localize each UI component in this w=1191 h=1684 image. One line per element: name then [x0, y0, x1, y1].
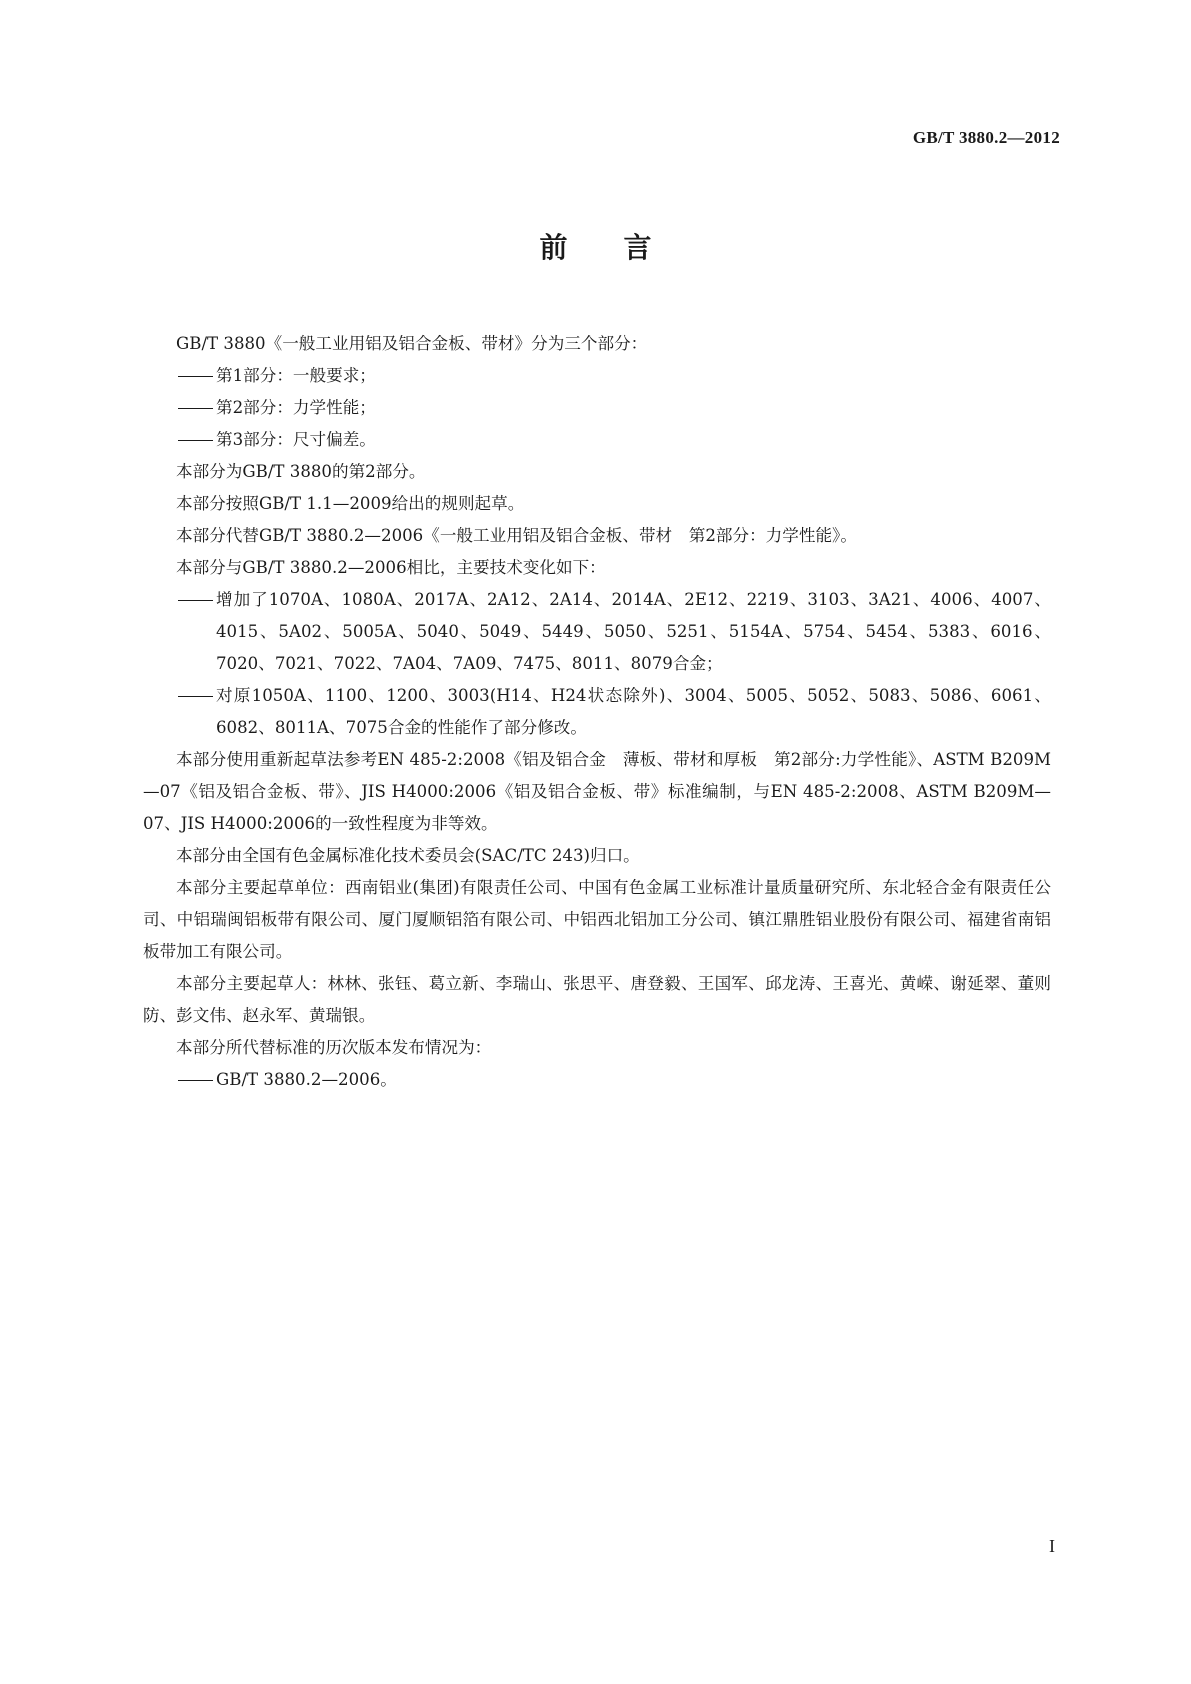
page-title — [0, 226, 1191, 266]
list-item-change-modified — [143, 680, 1051, 744]
list-item-text: 对原1050A、1100、1200、3003(H14、H24状态除外)、3004、5005、5052、5083、5086、6061、6082、8011A、7075合金的性能作了部分修改。 — [216, 686, 1051, 737]
title-char-1: 前 — [539, 231, 568, 264]
list-item-text: 第2部分：力学性能； — [216, 398, 376, 417]
paragraph-changes-intro: 本部分与GB/T 3880.2—2006相比，主要技术变化如下： — [176, 558, 606, 577]
paragraph-drafting-units: 本部分主要起草单位：西南铝业(集团)有限责任公司、中国有色金属工业标准计量质量研究所、东北轻合金有限责任公司、中铝瑞闽铝板带有限公司、厦门厦顺铝箔有限公司、中铝西北铝加工分公司、镇江鼎胜铝业股份有限公司、福建省南铝板带加工有限公司。 — [143, 878, 1051, 961]
paragraph-committee: 本部分由全国有色金属标准化技术委员会(SAC/TC 243)归口。 — [176, 846, 640, 865]
paragraph-history-intro: 本部分所代替标准的历次版本发布情况为： — [176, 1038, 492, 1057]
list-item-text: 第3部分：尺寸偏差。 — [216, 430, 376, 449]
standard-code: GB/T 3880.2—2012 — [912, 128, 1060, 147]
list-item-part-1 — [143, 360, 1051, 392]
list-item-text: GB/T 3880.2—2006。 — [216, 1070, 397, 1089]
foreword-body — [143, 328, 1051, 1096]
list-item-part-3 — [143, 424, 1051, 456]
list-item-change-added — [143, 584, 1051, 680]
paragraph-replaces: 本部分代替GB/T 3880.2—2006《一般工业用铝及铝合金板、带材 第2部分：力学性能》。 — [176, 526, 857, 545]
paragraph-part-scope: 本部分为GB/T 3880的第2部分。 — [176, 462, 426, 481]
title-char-2: 言 — [623, 231, 652, 264]
list-item-history — [143, 1064, 1051, 1096]
paragraph-drafting-rules: 本部分按照GB/T 1.1—2009给出的规则起草。 — [176, 494, 525, 513]
list-item-text: 第1部分：一般要求； — [216, 366, 376, 385]
page-number: I — [1049, 1536, 1055, 1556]
list-item-part-2 — [143, 392, 1051, 424]
paragraph-parts-intro: GB/T 3880《一般工业用铝及铝合金板、带材》分为三个部分： — [176, 334, 648, 353]
list-item-text: 增加了1070A、1080A、2017A、2A12、2A14、2014A、2E12、2219、3103、3A21、4006、4007、4015、5A02、5005A、5040、5049、5449、5050、5251、5154A、5754、5454、5383、6016、7020、7021、7022、7A04、7A09、7475、8011、8079合金； — [216, 590, 1051, 673]
paragraph-drafters: 本部分主要起草人：林林、张钰、葛立新、李瑞山、张思平、唐登毅、王国军、邱龙涛、王喜光、黄嵘、谢延翠、董则防、彭文伟、赵永军、黄瑞银。 — [143, 974, 1051, 1025]
paragraph-references: 本部分使用重新起草法参考EN 485-2:2008《铝及铝合金 薄板、带材和厚板 第2部分:力学性能》、ASTM B209M—07《铝及铝合金板、带》、JIS H4000:2006《铝及铝合金板、带》标准编制，与EN 485-2:2008、ASTM B209M—07、JIS H4000:2006的一致性程度为非等效。 — [143, 750, 1051, 833]
